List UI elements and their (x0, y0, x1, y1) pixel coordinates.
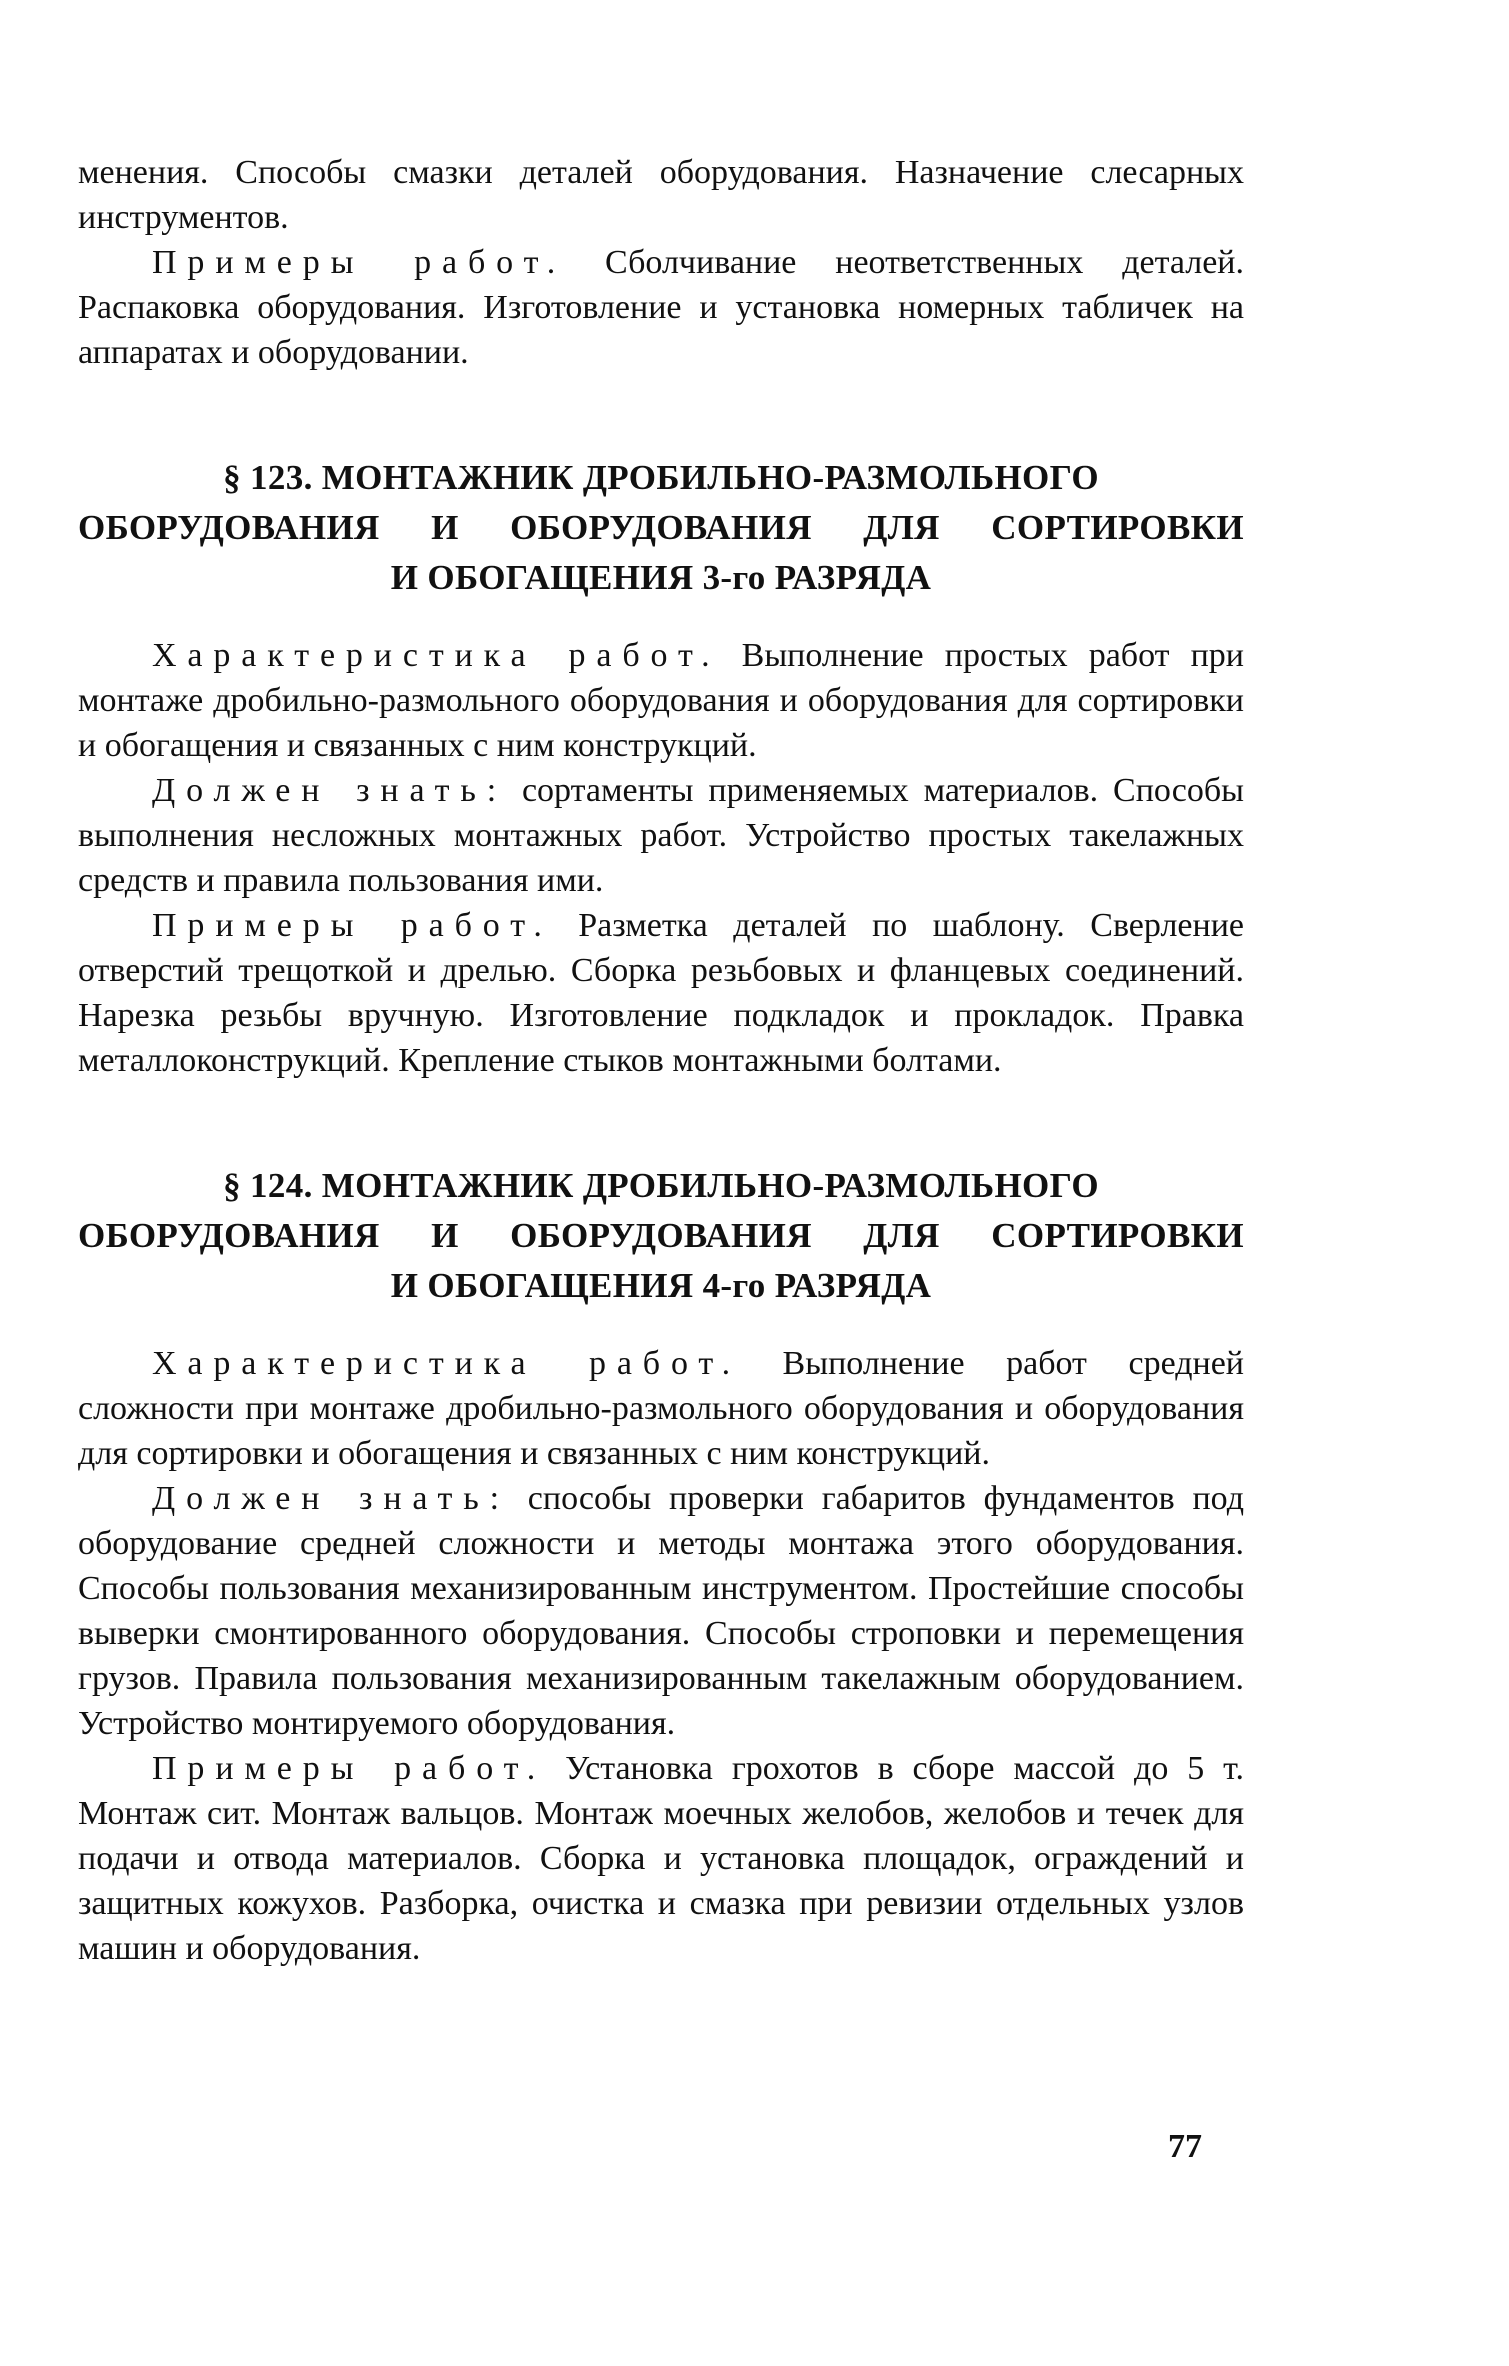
heading-word: ДЛЯ (863, 1216, 940, 1255)
heading-word: ОБОРУДОВАНИЯ (510, 1216, 812, 1255)
heading-word: И (431, 508, 459, 547)
heading-line: И ОБОГАЩЕНИЯ 4-го РАЗРЯДА (390, 1266, 932, 1305)
heading-word: ОБОРУДОВАНИЯ (510, 508, 812, 547)
spaced-label: Должен знать: (152, 772, 508, 809)
paragraph-examples (78, 240, 1244, 375)
section-heading-124 (78, 1161, 1244, 1311)
spaced-label: Примеры работ. (152, 244, 567, 281)
heading-word: И (431, 1216, 459, 1255)
paragraph-characteristics (78, 633, 1244, 768)
spaced-label: Должен знать: (152, 1480, 510, 1517)
paragraph-examples (78, 903, 1244, 1083)
heading-line: § 124. МОНТАЖНИК ДРОБИЛЬНО-РАЗМОЛЬНОГО (223, 1166, 1099, 1205)
paragraph-examples (78, 1746, 1244, 1971)
paragraph-text: Выполнение простых работ при монтаже дробильно-размольного оборудования и оборудования для сортировки и обогащения и связанных с ним конструкций. (78, 637, 1244, 764)
paragraph-text: способы проверки габаритов фундаментов под оборудование средней сложности и методы монтажа этого оборудования. Способы пользования механизированным инструментом. Простейшие способы выверки смонтированного оборудования. Способы строповки и перемещения грузов. Правила пользования механизированным такелажным оборудованием. Устройство монтируемого оборудования. (78, 1480, 1244, 1742)
heading-word: СОРТИРОВКИ (991, 508, 1244, 547)
spaced-label: Примеры работ. (152, 907, 553, 944)
paragraph-text: Установка грохотов в сборе массой до 5 т. Монтаж сит. Монтаж вальцов. Монтаж моечных желобов, желобов и течек для подачи и отвода материалов. Сборка и установка площадок, ограждений и защитных кожухов. Разборка, очистка и смазка при ревизии отдельных узлов машин и оборудования. (78, 1750, 1244, 1967)
heading-line (78, 1211, 1244, 1261)
heading-word: ДЛЯ (863, 508, 940, 547)
paragraph-text: сортаменты применяемых материалов. Способы выполнения несложных монтажных работ. Устройство простых такелажных средств и правила пользования ими. (78, 772, 1244, 899)
paragraph-must-know (78, 1476, 1244, 1746)
heading-line (78, 503, 1244, 553)
paragraph-continued: менения. Способы смазки деталей оборудования. Назначение слесарных инструментов. (78, 154, 1244, 236)
paragraph-characteristics (78, 1341, 1244, 1476)
paragraph-text: Разметка деталей по шаблону. Сверление отверстий трещоткой и дрелью. Сборка резьбовых и фланцевых соединений. Нарезка резьбы вручную. Изготовление подкладок и прокладок. Правка металлоконструкций. Крепление стыков монтажными болтами. (78, 907, 1244, 1079)
heading-word: ОБОРУДОВАНИЯ (78, 1216, 380, 1255)
spaced-label: Характеристика работ. (152, 1345, 741, 1382)
section-heading-123 (78, 453, 1244, 603)
heading-word: ОБОРУДОВАНИЯ (78, 508, 380, 547)
paragraph-must-know (78, 768, 1244, 903)
paragraph-text: Сболчивание неответственных деталей. Распаковка оборудования. Изготовление и установка номерных табличек на аппаратах и оборудовании. (78, 244, 1244, 371)
page-number: 77 (1168, 2128, 1202, 2165)
spaced-label: Характеристика работ. (152, 637, 721, 674)
spaced-label: Примеры работ. (152, 1750, 547, 1787)
heading-word: СОРТИРОВКИ (991, 1216, 1244, 1255)
document-page (78, 150, 1244, 1971)
paragraph-text: Выполнение работ средней сложности при монтаже дробильно-размольного оборудования и оборудования для сортировки и обогащения и связанных с ним конструкций. (78, 1345, 1244, 1472)
heading-line: И ОБОГАЩЕНИЯ 3-го РАЗРЯДА (390, 558, 932, 597)
heading-line: § 123. МОНТАЖНИК ДРОБИЛЬНО-РАЗМОЛЬНОГО (223, 458, 1099, 497)
